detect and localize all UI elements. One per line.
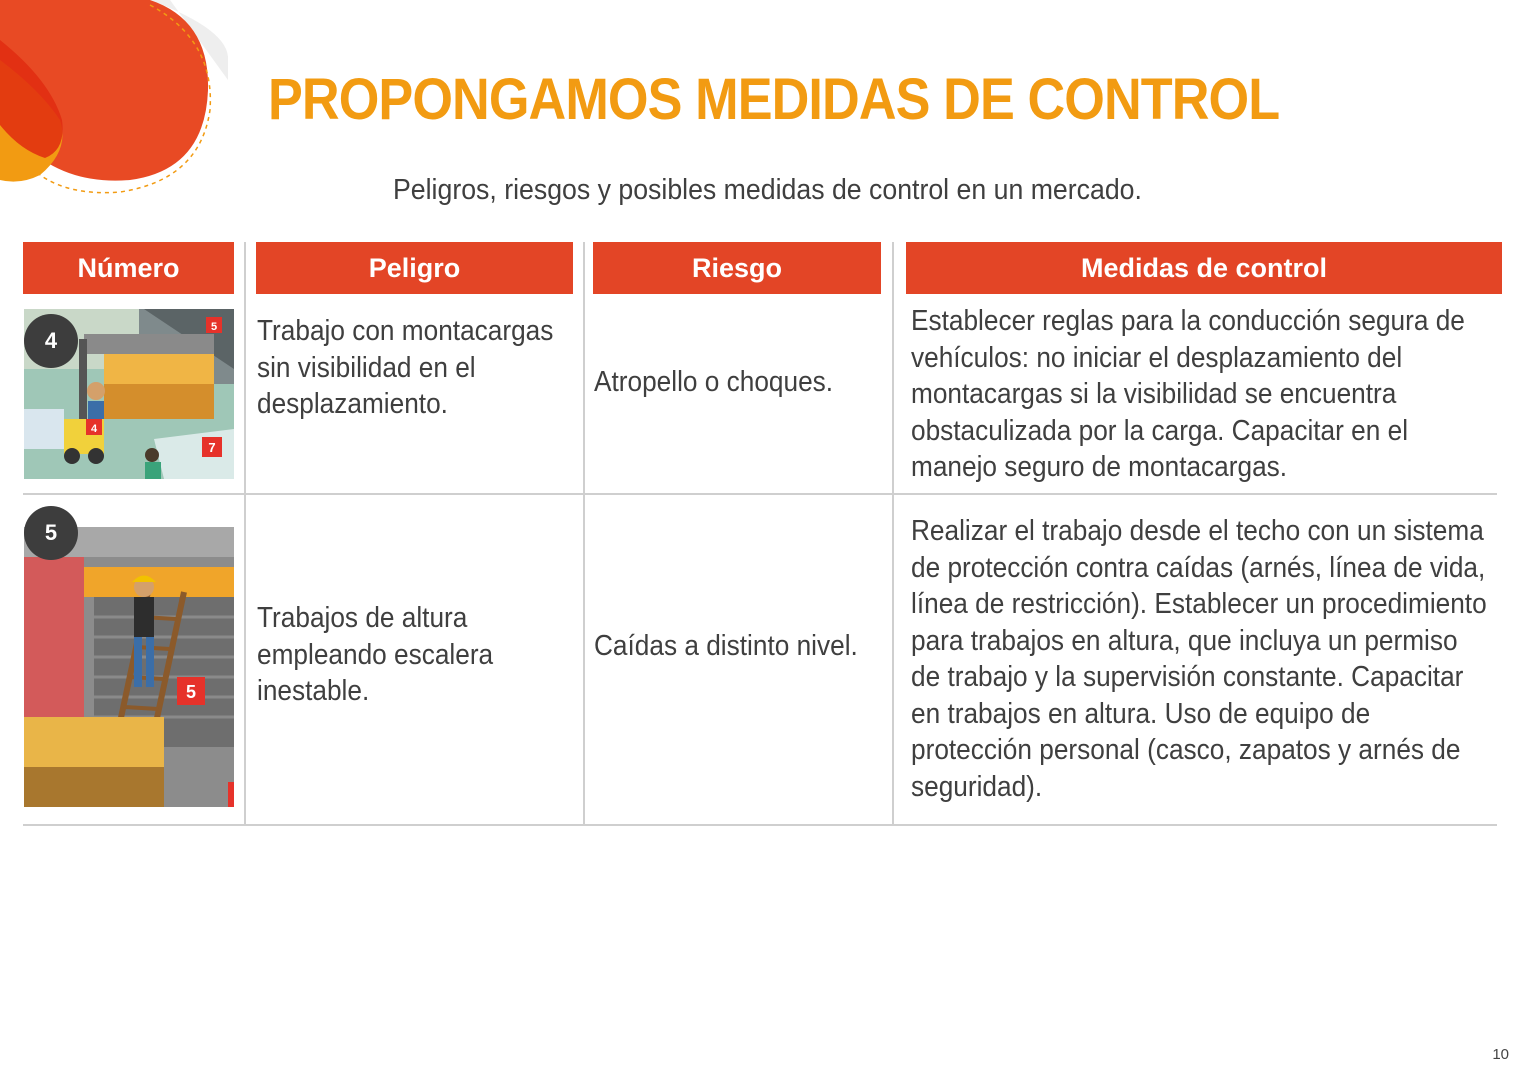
column-divider xyxy=(892,242,894,826)
table-caption: Peligros, riesgos y posibles medidas de control en un mercado. xyxy=(393,174,1142,206)
medidas-cell: Realizar el trabajo desde el techo con un sistema de protección contra caídas (arnés, línea de vida, línea de restricción). Establecer un procedimiento para trabajos en altura, que incluya un permiso de trabajo y la supervisión constante. Capacitar en trabajos en altura. Uso de equipo de protección personal (casco, zapatos y arnés de seguridad). xyxy=(911,515,1487,803)
image-tag: 4 xyxy=(90,423,98,435)
medidas-cell: Establecer reglas para la conducción segura de vehículos: no iniciar el desplazamiento del montacargas si la visibilidad se encuentra obstaculizada por la carga. Capacitar en el manejo seguro de montacargas. xyxy=(911,305,1465,483)
page-title: PROPONGAMOS MEDIDAS DE CONTROL xyxy=(268,67,1280,132)
peligro-cell: Trabajos de altura empleando escalera inestable. xyxy=(257,602,494,707)
row-number-badge: 5 xyxy=(24,506,78,560)
riesgo-cell: Caídas a distinto nivel. xyxy=(594,630,858,662)
ladder-illustration xyxy=(24,527,234,807)
row-divider xyxy=(23,824,1497,826)
riesgo-cell: Atropello o choques. xyxy=(594,366,834,398)
image-tag: 5 xyxy=(185,682,197,702)
column-divider xyxy=(583,242,585,826)
header-peligro: Peligro xyxy=(256,242,573,294)
page-number: 10 xyxy=(1492,1046,1509,1063)
header-numero: Número xyxy=(23,242,234,294)
column-divider xyxy=(244,242,246,826)
header-riesgo: Riesgo xyxy=(593,242,881,294)
peligro-cell: Trabajo con montacargas sin visibilidad en el desplazamiento. xyxy=(257,315,554,420)
image-tag: 7 xyxy=(208,440,216,455)
image-tag: 5 xyxy=(210,321,218,333)
header-medidas: Medidas de control xyxy=(906,242,1502,294)
corner-decoration xyxy=(0,0,260,220)
row-number-badge: 4 xyxy=(24,314,78,368)
row-divider xyxy=(23,493,1497,495)
